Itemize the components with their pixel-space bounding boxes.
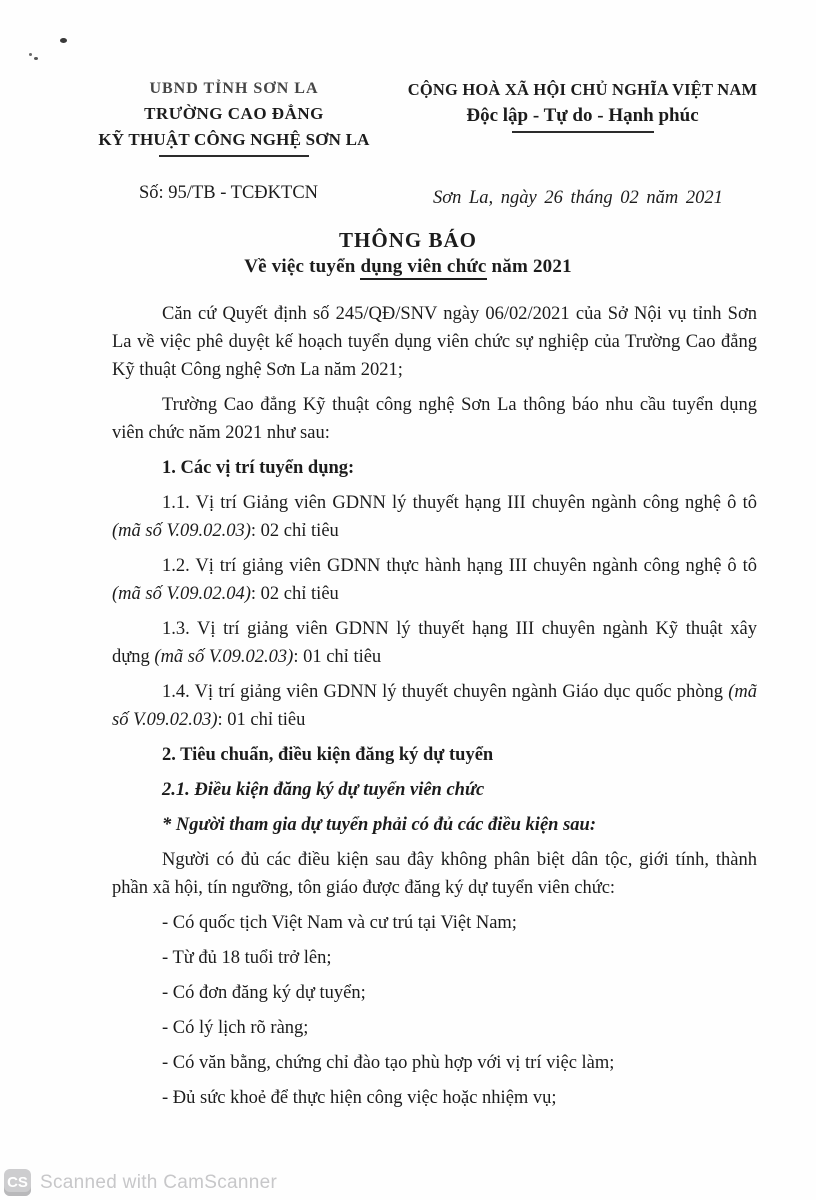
position-2-text: 1.2. Vị trí giảng viên GDNN thực hành hạng III chuyên ngành công nghệ ô tô bbox=[162, 556, 757, 576]
national-motto-block bbox=[405, 80, 760, 133]
subtitle-underlined: dụng viên chức bbox=[360, 256, 486, 280]
country-title: CỘNG HOÀ XÃ HỘI CHỦ NGHĨA VIỆT NAM bbox=[407, 80, 758, 99]
position-3-quota: : 01 chỉ tiêu bbox=[293, 647, 382, 667]
scan-speck bbox=[34, 57, 38, 60]
camscanner-watermark bbox=[4, 1169, 277, 1196]
scan-speck bbox=[29, 53, 32, 56]
conditions-intro: Người có đủ các điều kiện sau đây không phân biệt dân tộc, giới tính, thành phần xã hội, tín ngưỡng, tôn giáo được đăng ký dự tuyển viên chức: bbox=[112, 850, 757, 898]
position-3-text: 1.3. Vị trí giảng viên GDNN lý thuyết hạng III chuyên ngành Kỹ thuật xây dựng bbox=[112, 619, 757, 667]
document-body bbox=[112, 300, 757, 1112]
position-item-4 bbox=[112, 678, 757, 734]
position-2-code: (mã số V.09.02.04) bbox=[112, 584, 251, 604]
paragraph-legal-basis: Căn cứ Quyết định số 245/QĐ/SNV ngày 06/02/2021 của Sở Nội vụ tỉnh Sơn La về việc phê duyệt kế hoạch tuyển dụng viên chức sự nghiệp của Trường Cao đẳng Kỹ thuật Công nghệ Sơn La năm 2021; bbox=[112, 304, 757, 380]
condition-item: - Có lý lịch rõ ràng; bbox=[162, 1018, 309, 1038]
position-4-quota: : 01 chỉ tiêu bbox=[217, 710, 306, 730]
document-title: THÔNG BÁO bbox=[339, 228, 477, 252]
position-2-quota: : 02 chỉ tiêu bbox=[250, 584, 339, 604]
condition-item: - Từ đủ 18 tuổi trở lên; bbox=[162, 948, 332, 968]
condition-item: - Có văn bằng, chứng chỉ đào tạo phù hợp với vị trí việc làm; bbox=[162, 1053, 615, 1073]
position-1-quota: : 02 chỉ tiêu bbox=[250, 521, 339, 541]
agency-underline bbox=[159, 155, 309, 157]
camscanner-icon: CS bbox=[4, 1169, 31, 1196]
camscanner-label: Scanned with CamScanner bbox=[40, 1171, 278, 1193]
condition-item: - Có đơn đăng ký dự tuyển; bbox=[162, 983, 366, 1003]
conditions-note: * Người tham gia dự tuyển phải có đủ các điều kiện sau: bbox=[162, 815, 596, 835]
document-subtitle bbox=[0, 256, 816, 278]
scan-speck bbox=[60, 38, 67, 43]
condition-item: - Có quốc tịch Việt Nam và cư trú tại Việt Nam; bbox=[162, 913, 517, 933]
paragraph-announcement: Trường Cao đẳng Kỹ thuật công nghệ Sơn La thông báo nhu cầu tuyển dụng viên chức năm 2021 như sau: bbox=[112, 395, 757, 443]
position-1-code: (mã số V.09.02.03) bbox=[112, 521, 251, 541]
condition-item: - Đủ sức khoẻ để thực hiện công việc hoặc nhiệm vụ; bbox=[162, 1088, 557, 1108]
agency-name-line1: TRƯỜNG CAO ĐẲNG bbox=[144, 104, 324, 123]
agency-parent-name: UBND TỈNH SƠN LA bbox=[149, 80, 319, 97]
subtitle-pre: Về việc tuyển bbox=[244, 256, 361, 277]
position-4-code: (mã số V.09.02.03) bbox=[112, 682, 757, 730]
position-item-3 bbox=[112, 615, 757, 671]
section-1-heading: 1. Các vị trí tuyển dụng: bbox=[162, 458, 355, 478]
position-3-code: (mã số V.09.02.03) bbox=[154, 647, 294, 667]
position-4-text: 1.4. Vị trí giảng viên GDNN lý thuyết chuyên ngành Giáo dục quốc phòng bbox=[162, 682, 729, 702]
document-number: Số: 95/TB - TCĐKTCN bbox=[139, 183, 319, 203]
position-item-1 bbox=[112, 489, 757, 545]
motto-line: Độc lập - Tự do - Hạnh phúc bbox=[466, 105, 699, 126]
motto-underline bbox=[512, 131, 654, 133]
section-2-1-heading: 2.1. Điều kiện đăng ký dự tuyển viên chức bbox=[162, 780, 485, 800]
issuing-agency-block bbox=[84, 80, 384, 157]
position-1-text: 1.1. Vị trí Giảng viên GDNN lý thuyết hạng III chuyên ngành công nghệ ô tô bbox=[162, 493, 757, 513]
position-item-2 bbox=[112, 552, 757, 608]
section-2-heading: 2. Tiêu chuẩn, điều kiện đăng ký dự tuyển bbox=[162, 745, 494, 765]
place-date-line: Sơn La, ngày 26 tháng 02 năm 2021 bbox=[433, 188, 723, 208]
subtitle-post: năm 2021 bbox=[486, 256, 572, 277]
agency-name-line2: KỸ THUẬT CÔNG NGHỆ SƠN LA bbox=[98, 130, 370, 149]
